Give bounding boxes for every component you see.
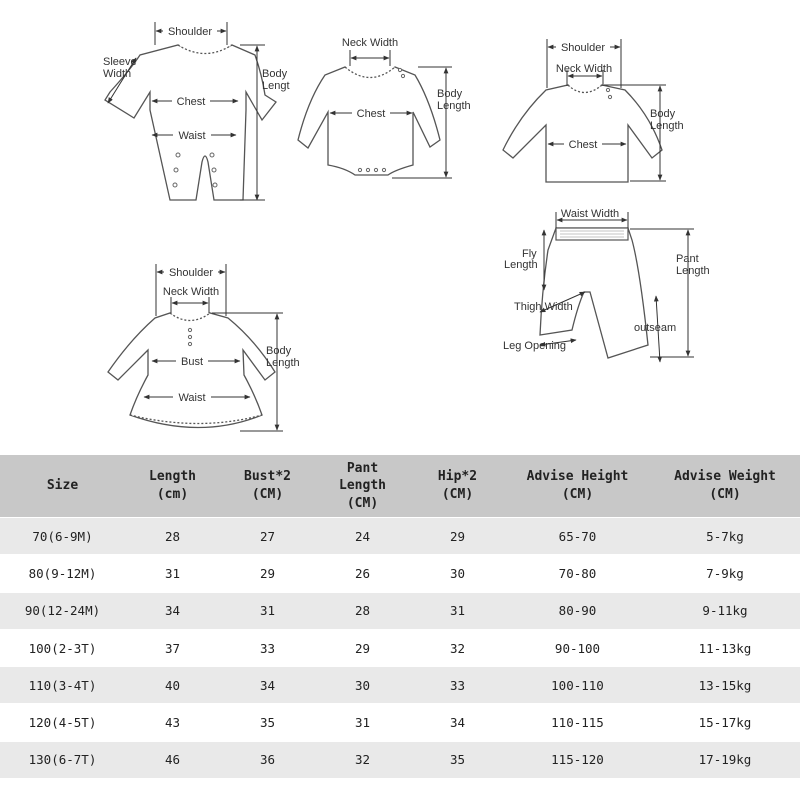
cell-bust: 35 [220,704,315,741]
dress-diagram [108,264,300,431]
cell-advise-height: 65-70 [505,518,650,555]
pants-pant-label: Pant [676,253,699,265]
top-chest-label: Chest [568,139,598,151]
cell-advise-weight: 9-11kg [650,592,800,629]
top-length-label: Length [650,120,684,132]
dress-bust-label: Bust [180,356,204,368]
header-advise-weight: Advise Weight (CM) [650,455,800,518]
cell-advise-weight: 5-7kg [650,518,800,555]
table-row [0,629,800,666]
cell-bust: 27 [220,518,315,555]
cell-hip: 33 [410,667,505,704]
pants-fly-length-label: Length [504,259,538,271]
cell-size: 120(4-5T) [0,704,125,741]
pants-fly-label: Fly [522,248,537,260]
cell-hip: 29 [410,518,505,555]
cell-pant-length: 29 [315,629,410,666]
pants-leg-opening-label: Leg Opening [503,340,566,352]
dress-length-label: Length [266,357,300,369]
top-shoulder-label: Shoulder [560,42,606,54]
romper-body-label: Body [262,68,288,80]
romper-chest-label: Chest [176,96,206,108]
romper-shoulder-label: Shoulder [167,26,213,38]
cell-length: 34 [125,592,220,629]
dress-neck-width-label: Neck Width [162,286,220,298]
cell-length: 40 [125,667,220,704]
pants-thigh-width-label: Thigh Width [514,301,573,313]
table-row [0,741,800,778]
top-neck-width-label: Neck Width [555,63,613,75]
cell-bust: 36 [220,741,315,778]
cell-hip: 32 [410,629,505,666]
top-body-label: Body [650,108,676,120]
romper-sleeve-label: Sleeve [103,56,137,68]
cell-advise-height: 110-115 [505,704,650,741]
cell-bust: 31 [220,592,315,629]
cell-advise-weight: 7-9kg [650,555,800,592]
cell-advise-weight: 15-17kg [650,704,800,741]
size-chart-table [0,455,800,778]
header-length: Length (cm) [125,455,220,518]
table-row [0,518,800,555]
cell-bust: 33 [220,629,315,666]
cell-advise-height: 115-120 [505,741,650,778]
cell-advise-height: 80-90 [505,592,650,629]
cell-advise-weight: 11-13kg [650,629,800,666]
romper-waist-label: Waist [178,130,206,142]
top-diagram [503,39,684,182]
cell-size: 80(9-12M) [0,555,125,592]
dress-shoulder-label: Shoulder [168,267,214,279]
pants-waist-width-label: Waist Width [560,208,620,220]
cell-pant-length: 28 [315,592,410,629]
bodysuit-chest-label: Chest [356,108,386,120]
bodysuit-length-label: Length [437,100,471,112]
cell-pant-length: 32 [315,741,410,778]
cell-length: 31 [125,555,220,592]
table-row [0,592,800,629]
cell-advise-height: 70-80 [505,555,650,592]
cell-size: 100(2-3T) [0,629,125,666]
header-hip: Hip*2 (CM) [410,455,505,518]
pants-pant-length-label: Length [676,265,710,277]
table-row [0,667,800,704]
cell-hip: 34 [410,704,505,741]
cell-size: 110(3-4T) [0,667,125,704]
romper-diagram [103,22,290,200]
cell-advise-height: 90-100 [505,629,650,666]
dress-body-label: Body [266,345,292,357]
romper-width-label: Width [103,68,132,80]
header-size: Size [0,455,125,518]
pants-diagram [503,208,710,362]
header-advise-height: Advise Height (CM) [505,455,650,518]
cell-size: 130(6-7T) [0,741,125,778]
header-pant-length: Pant Length (CM) [315,455,410,518]
cell-length: 37 [125,629,220,666]
bodysuit-neck-width-label: Neck Width [341,37,399,49]
cell-hip: 30 [410,555,505,592]
dress-waist-label: Waist [178,392,206,404]
cell-bust: 29 [220,555,315,592]
table-row [0,704,800,741]
cell-length: 46 [125,741,220,778]
cell-length: 43 [125,704,220,741]
cell-pant-length: 31 [315,704,410,741]
cell-size: 90(12-24M) [0,592,125,629]
bodysuit-body-label: Body [437,88,463,100]
cell-advise-height: 100-110 [505,667,650,704]
romper-length-label: Lengt [262,80,290,92]
bodysuit-diagram [298,37,471,178]
cell-size: 70(6-9M) [0,518,125,555]
header-bust: Bust*2 (CM) [220,455,315,518]
cell-length: 28 [125,518,220,555]
pants-outseam-label: outseam [634,322,677,334]
cell-pant-length: 26 [315,555,410,592]
table-header-row [0,455,800,518]
cell-pant-length: 24 [315,518,410,555]
table-row [0,555,800,592]
cell-bust: 34 [220,667,315,704]
cell-pant-length: 30 [315,667,410,704]
cell-hip: 31 [410,592,505,629]
cell-advise-weight: 17-19kg [650,741,800,778]
cell-advise-weight: 13-15kg [650,667,800,704]
cell-hip: 35 [410,741,505,778]
